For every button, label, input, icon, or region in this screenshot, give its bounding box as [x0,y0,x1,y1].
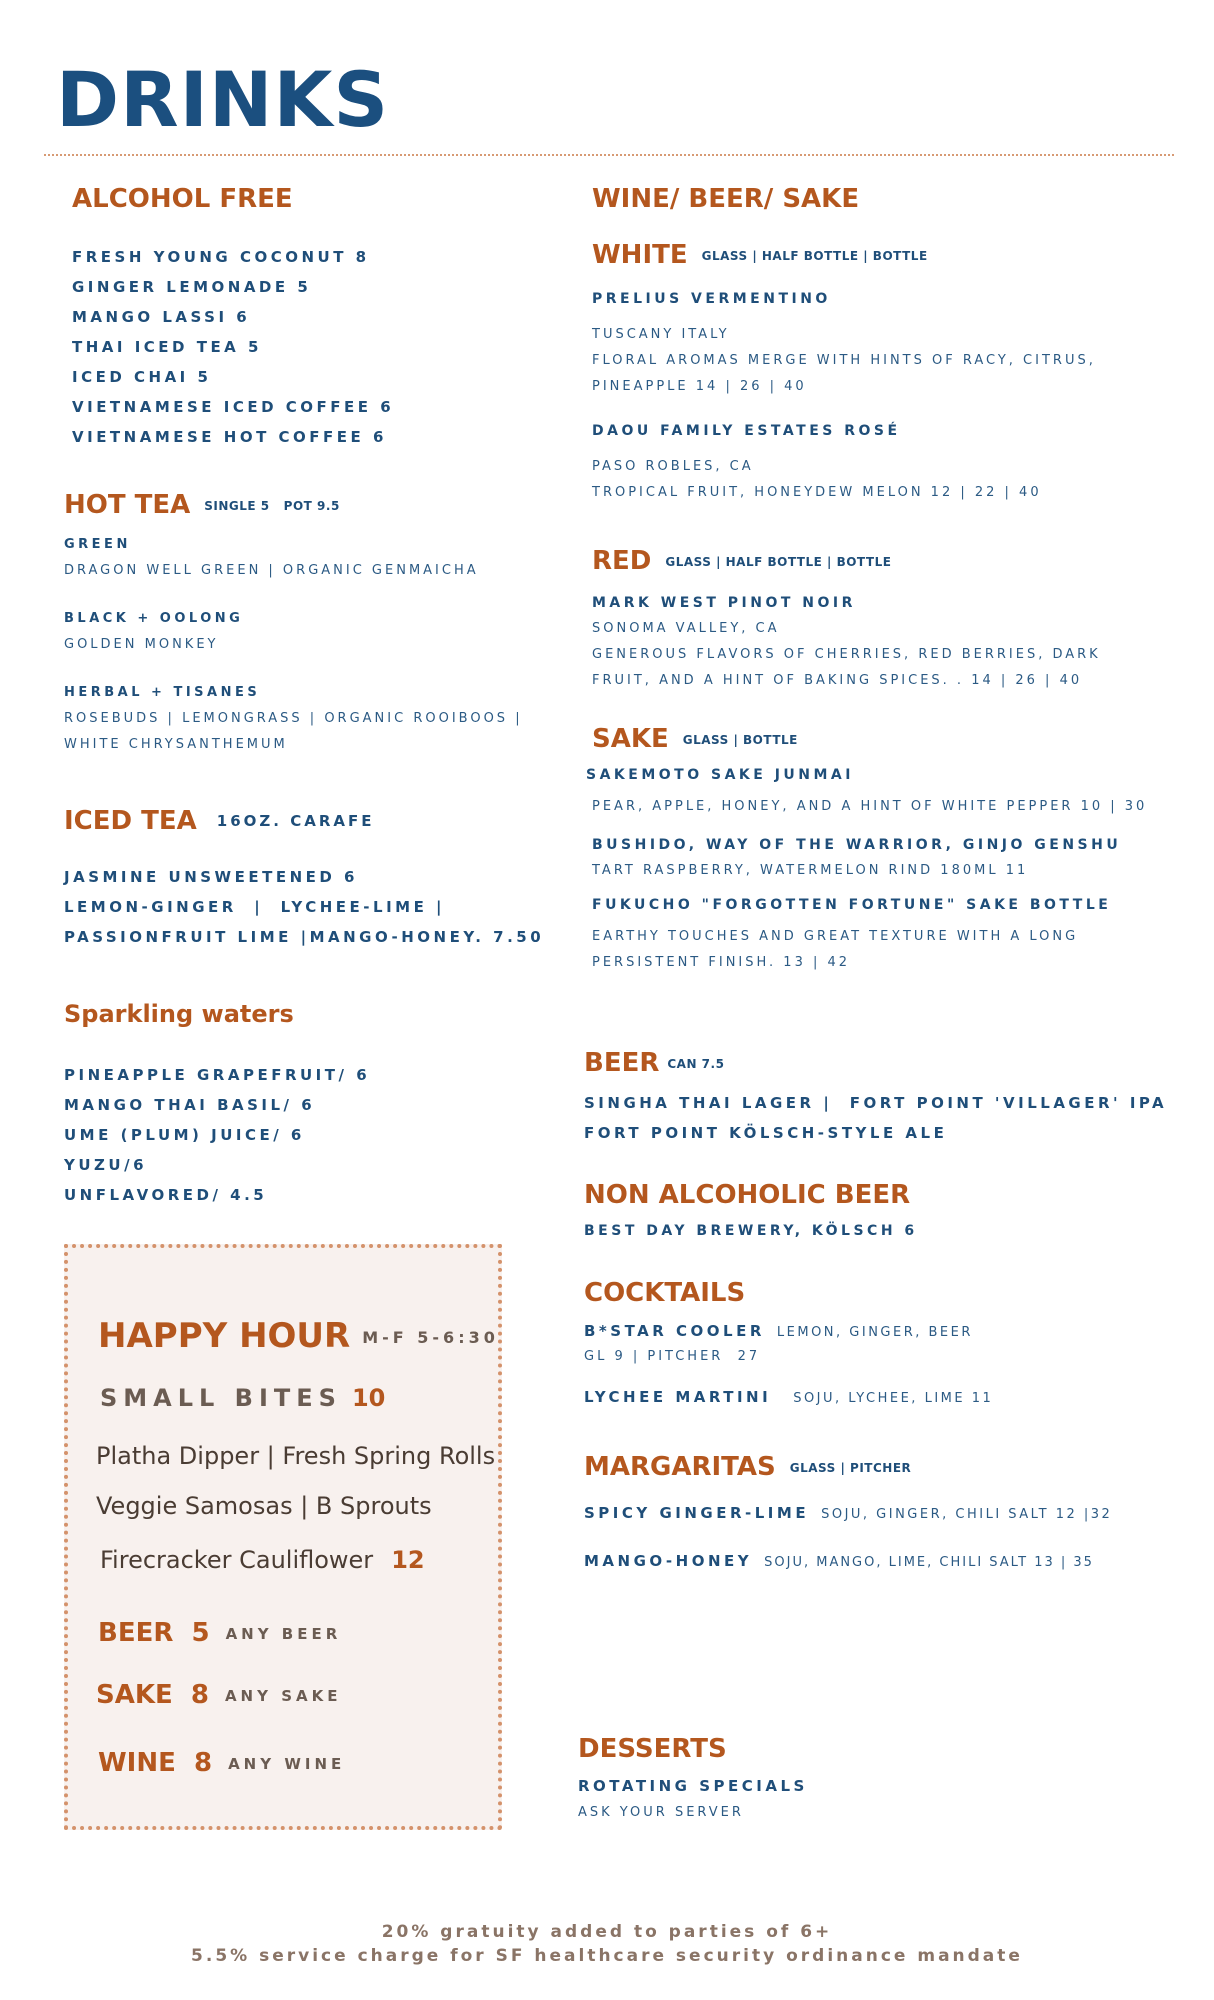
sparkling-list [64,1060,370,1210]
margarita-item [584,1546,1112,1578]
margaritas-title: MARGARITAS [584,1452,776,1482]
sake-name: FUKUCHO "FORGOTTEN FORTUNE" SAKE BOTTLE [592,897,1112,913]
tea-varieties: DRAGON WELL GREEN | ORGANIC GENMAICHA [64,563,479,578]
beer-heading [584,1050,724,1076]
sake-desc: PEAR, APPLE, HONEY, AND A HINT OF WHITE PEPPER 10 | 30 [592,799,1148,814]
tea-category: BLACK + OOLONG [64,611,244,626]
happy-hour-sake [96,1680,341,1710]
happy-hour-beer [98,1618,341,1648]
iced-tea-heading [64,808,374,834]
wine-desc: TROPICAL FRUIT, HONEYDEW MELON 12 | 22 | 40 [592,485,1042,500]
red-title: RED [592,546,652,576]
white-heading [592,242,928,268]
desserts-list [578,1772,808,1826]
sparkling-heading: Sparkling waters [64,1000,294,1028]
wine-desc: TUSCANY ITALY [592,327,730,342]
list-item: ROTATING SPECIALS [578,1777,808,1795]
tea-varieties: WHITE CHRYSANTHEMUM [64,737,288,752]
margaritas-sizes: GLASS | PITCHER [789,1460,912,1475]
sake-name: BUSHIDO, WAY OF THE WARRIOR, GINJO GENSHU [592,837,1122,853]
deal-desc: ANY SAKE [224,1686,342,1705]
margaritas-heading [584,1454,911,1480]
sake-heading [592,726,798,752]
alcohol-free-list [72,242,394,452]
sake-sizes: GLASS | BOTTLE [682,732,798,747]
sake-name: SAKEMOTO SAKE JUNMAI [586,767,854,783]
divider [44,154,1174,156]
wine-desc: PASO ROBLES, CA [592,459,754,474]
small-bites-price: 10 [351,1384,386,1412]
hot-tea-prices: SINGLE 5 POT 9.5 [204,498,340,513]
red-sizes: GLASS | HALF BOTTLE | BOTTLE [665,554,892,569]
small-bites-label: SMALL BITES [100,1384,342,1412]
white-title: WHITE [592,240,688,270]
hot-tea-title: HOT TEA [64,490,191,520]
wine-desc: SONOMA VALLEY, CA [592,621,780,636]
happy-hour-time: M-F 5-6:30 [362,1328,499,1347]
alcohol-free-heading: ALCOHOL FREE [72,184,293,214]
happy-hour-item-price: 12 [391,1546,425,1574]
happy-hour-item: Veggie Samosas | B Sprouts [96,1492,432,1520]
small-bites-heading [100,1384,385,1412]
desserts-heading: DESSERTS [578,1734,727,1764]
sake-title: SAKE [592,724,669,754]
list-item: FORT POINT KÖLSCH-STYLE ALE [584,1124,948,1142]
list-item: LEMON-GINGER | LYCHEE-LIME | [64,898,446,916]
wine-beer-sake-heading: WINE/ BEER/ SAKE [592,184,860,214]
list-item: PASSIONFRUIT LIME |MANGO-HONEY. 7.50 [64,928,545,946]
white-list [592,286,1096,506]
beer-list [584,1088,1167,1148]
tea-category: GREEN [64,537,131,552]
happy-hour-item: Platha Dipper | Fresh Spring Rolls [96,1442,496,1470]
sake-desc: PERSISTENT FINISH. 13 | 42 [592,955,851,970]
beer-can: CAN 7.5 [667,1056,725,1071]
happy-hour-item [100,1546,425,1574]
wine-desc: FRUIT, AND A HINT OF BAKING SPICES. . 14 | 26 | 40 [592,673,1083,688]
cocktail-desc: SOJU, LYCHEE, LIME 11 [793,1391,994,1406]
sake-list [586,762,1147,976]
margarita-desc: SOJU, GINGER, CHILI SALT 12 |32 [821,1507,1113,1522]
deal-desc: ANY BEER [225,1624,342,1643]
list-item: ASK YOUR SERVER [578,1805,744,1820]
list-item: VIETNAMESE HOT COFFEE 6 [72,428,387,446]
list-item: VIETNAMESE ICED COFFEE 6 [72,398,395,416]
gratuity-note: 20% gratuity added to parties of 6+ [381,1922,833,1942]
wine-name: PRELIUS VERMENTINO [592,291,831,307]
happy-hour-wine [98,1748,345,1778]
sake-desc: TART RASPBERRY, WATERMELON RIND 180ML 11 [592,863,1029,878]
iced-tea-carafe: 16OZ. CARAFE [216,812,375,830]
tea-category: HERBAL + TISANES [64,685,261,700]
list-item: MANGO LASSI 6 [72,308,251,326]
footer [0,1920,1214,1968]
list-item: JASMINE UNSWEETENED 6 [64,868,358,886]
list-item: UNFLAVORED/ 4.5 [64,1186,268,1204]
wine-desc: GENEROUS FLAVORS OF CHERRIES, RED BERRIES, DARK [592,647,1101,662]
service-charge-note: 5.5% service charge for SF healthcare security ordinance mandate [191,1946,1023,1966]
hot-tea-heading [64,492,340,518]
wine-name: DAOU FAMILY ESTATES ROSÉ [592,423,901,439]
wine-desc: FLORAL AROMAS MERGE WITH HINTS OF RACY, CITRUS, [592,353,1096,368]
list-item: UME (PLUM) JUICE/ 6 [64,1126,305,1144]
non-alc-beer-list [584,1218,918,1244]
list-item: SINGHA THAI LAGER | FORT POINT 'VILLAGER' IPA [584,1094,1168,1112]
red-list [592,590,1101,694]
margarita-item [584,1498,1112,1530]
deal-label: BEER 5 [98,1618,210,1648]
tea-varieties: GOLDEN MONKEY [64,637,219,652]
list-item: PINEAPPLE GRAPEFRUIT/ 6 [64,1066,371,1084]
list-item: GINGER LEMONADE 5 [72,278,312,296]
white-sizes: GLASS | HALF BOTTLE | BOTTLE [701,248,928,263]
iced-tea-title: ICED TEA [64,806,197,836]
hot-tea-list [64,532,523,758]
deal-desc: ANY WINE [228,1754,346,1773]
beer-title: BEER [584,1048,660,1078]
tea-varieties: ROSEBUDS | LEMONGRASS | ORGANIC ROOIBOOS | [64,711,523,726]
list-item: MANGO THAI BASIL/ 6 [64,1096,316,1114]
deal-label: SAKE 8 [96,1680,209,1710]
wine-name: MARK WEST PINOT NOIR [592,595,856,611]
cocktails-list [584,1316,993,1414]
list-item: THAI ICED TEA 5 [72,338,262,356]
margarita-name: MANGO-HONEY [584,1552,753,1570]
cocktail-name: B*STAR COOLER [584,1322,765,1340]
happy-hour-item-label: Firecracker Cauliflower [100,1546,374,1574]
cocktail-name: LYCHEE MARTINI [584,1388,772,1406]
cocktail-desc: LEMON, GINGER, BEER [776,1325,973,1340]
list-item: FRESH YOUNG COCONUT 8 [72,248,370,266]
non-alc-beer-heading: NON ALCOHOLIC BEER [584,1180,911,1210]
happy-hour-heading [98,1316,499,1356]
page-title: DRINKS [56,55,390,144]
list-item: BEST DAY BREWERY, KÖLSCH 6 [584,1223,918,1239]
margaritas-list [584,1498,1112,1578]
red-heading [592,548,891,574]
list-item: ICED CHAI 5 [72,368,212,386]
cocktails-heading: COCKTAILS [584,1278,746,1308]
happy-hour-title: HAPPY HOUR [98,1316,351,1356]
margarita-name: SPICY GINGER-LIME [584,1504,810,1522]
deal-label: WINE 8 [98,1748,213,1778]
iced-tea-list [64,862,544,952]
sake-desc: EARTHY TOUCHES AND GREAT TEXTURE WITH A LONG [592,929,1079,944]
cocktail-price: GL 9 | PITCHER 27 [584,1349,761,1364]
wine-desc: PINEAPPLE 14 | 26 | 40 [592,379,807,394]
list-item: YUZU/6 [64,1156,148,1174]
margarita-desc: SOJU, MANGO, LIME, CHILI SALT 13 | 35 [764,1555,1094,1570]
cocktail-item [584,1316,993,1348]
cocktail-item [584,1382,993,1414]
